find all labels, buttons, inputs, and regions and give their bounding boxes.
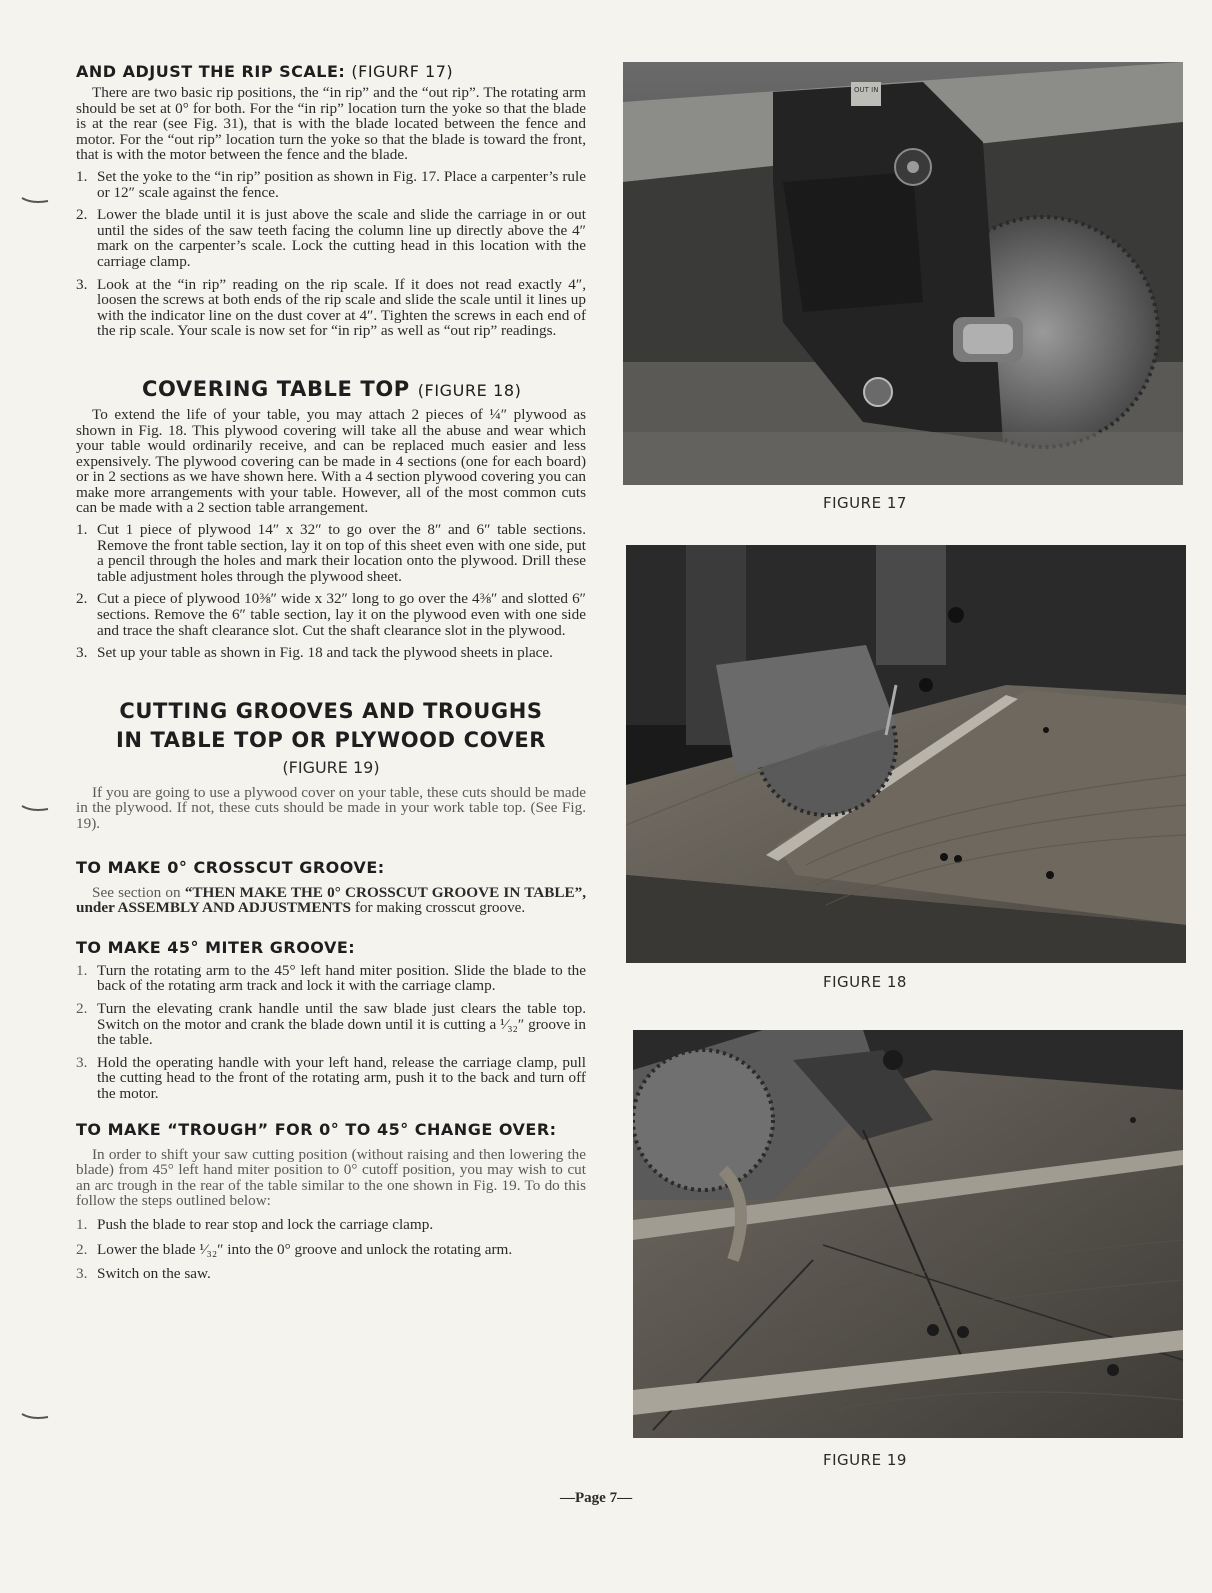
rip-scale-figure-ref: (FIGURF 17) bbox=[351, 62, 454, 81]
list-item: 3. Switch on the saw. bbox=[76, 1265, 211, 1283]
figure-17-caption: FIGURE 17 bbox=[823, 494, 907, 512]
crosscut-heading: TO MAKE 0° CROSSCUT GROOVE: bbox=[76, 857, 385, 877]
list-item: 1. Set the yoke to the “in rip” position as shown in Fig. 17. Place a carpenter’s rule or 12″ scale against the fence. bbox=[76, 167, 586, 201]
figure-18-caption: FIGURE 18 bbox=[823, 973, 907, 991]
rip-scale-section bbox=[76, 62, 586, 339]
miter-section bbox=[76, 938, 586, 1102]
trough-heading: TO MAKE “TROUGH” FOR 0° TO 45° CHANGE OVER: bbox=[76, 1119, 557, 1139]
plywood-table-photo bbox=[626, 545, 1186, 963]
grooves-intro: If you are going to use a plywood cover on your table, these cuts should be made in the plywood. If not, these cuts should be made in your work table top. (See Fig. 19). bbox=[76, 783, 586, 832]
list-item: 3. Hold the operating handle with your left hand, release the carriage clamp, pull the cutting head to the front of the rotating arm, push it to the back and turn off the motor. bbox=[76, 1053, 586, 1102]
trough-section bbox=[76, 1120, 586, 1282]
page-number: —Page 7— bbox=[560, 1490, 633, 1506]
groove-table-photo bbox=[633, 1030, 1183, 1438]
list-item: 2. Lower the blade until it is just above the scale and slide the carriage in or out until the sides of the saw teeth facing the column line up directly above the 4″ mark on the carpenter’s scale. Lock the cutting head in this location with the carriage clamp. bbox=[76, 206, 586, 270]
figure-19-caption: FIGURE 19 bbox=[823, 1451, 907, 1469]
list-item: 2. Turn the elevating crank handle until the saw blade just clears the table top. Switch on the motor and crank the blade down until it is cutting a ¹⁄₃₂″ groove in the table. bbox=[76, 999, 586, 1049]
grooves-section bbox=[76, 697, 586, 832]
text-column bbox=[76, 62, 586, 1289]
list-item: 2. Lower the blade ¹⁄₃₂″ into the 0° groove and unlock the rotating arm. bbox=[76, 1240, 513, 1258]
miter-heading: TO MAKE 45° MITER GROOVE: bbox=[76, 937, 356, 957]
list-item: 2. Cut a piece of plywood 10⅜″ wide x 32″ long to go over the 4⅜″ and slotted 6″ sections. Remove the 6″ table section, lay it on the plywood even with one side and trace the shaft clearance slot. Cut the shaft clearance slot in the plywood. bbox=[76, 590, 586, 639]
covering-section bbox=[76, 377, 586, 661]
radial-arm-saw-photo bbox=[623, 62, 1183, 485]
crosscut-text: See section on “THEN MAKE THE 0° CROSSCUT GROOVE IN TABLE”, under ASSEMBLY AND ADJUSTMENTS for making crosscut groove. bbox=[76, 883, 587, 917]
list-item: 1. Turn the rotating arm to the 45° left hand miter position. Slide the blade to the back of the rotating arm track and lock it with the carriage clamp. bbox=[76, 961, 586, 995]
list-item: 3. Set up your table as shown in Fig. 18 and tack the plywood sheets in place. bbox=[76, 644, 553, 662]
miter-steps bbox=[76, 963, 586, 1102]
grooves-heading: CUTTING GROOVES AND TROUGHS IN TABLE TOP OR PLYWOOD COVER bbox=[115, 698, 547, 752]
binding-mark bbox=[20, 1412, 50, 1420]
figure-17-photo bbox=[623, 62, 1183, 485]
binding-mark bbox=[20, 196, 50, 204]
covering-heading: COVERING TABLE TOP (FIGURE 18) bbox=[142, 376, 522, 401]
figure-18-photo bbox=[626, 545, 1186, 963]
trough-intro: In order to shift your saw cutting position (without raising and then lowering the blade) from 45° left hand miter position to 0° cutoff position, you may wish to cut an arc trough in the rear of the table similar to the one shown in Fig. 19. To do this follow the steps outlined below: bbox=[76, 1145, 586, 1210]
trough-steps bbox=[76, 1217, 586, 1282]
covering-intro: To extend the life of your table, you may attach 2 pieces of ¼″ plywood as shown in Fig. 18. This plywood covering will take all the abuse and wear which your table would ordinarily receive, and can be replaced much easier and less expensively. The plywood covering can be made in 4 sections (one for each board) or in 2 sections as we have shown here. With a 4 section plywood covering you can make more arrangements with your table. However, all of the most common cuts can be made with a 2 section table arrangement. bbox=[76, 405, 586, 517]
crosscut-section bbox=[76, 858, 586, 916]
figure-19-photo bbox=[633, 1030, 1183, 1438]
covering-figure-ref: (FIGURE 18) bbox=[417, 380, 522, 400]
rip-scale-heading: AND ADJUST THE RIP SCALE: (FIGURF 17) bbox=[76, 62, 454, 81]
grooves-figure-ref: (FIGURE 19) bbox=[282, 757, 380, 777]
covering-steps bbox=[76, 522, 586, 661]
list-item: 3. Look at the “in rip” reading on the rip scale. If it does not read exactly 4″, loosen the screws at both ends of the rip scale and slide the scale until it lines up with the indicator line on the dust cover at 4″. Tighten the screws in each end of the rip scale. Your scale is now set for “in rip” as well as “out rip” readings. bbox=[76, 275, 586, 340]
rip-scale-intro: There are two basic rip positions, the “in rip” and the “out rip”. The rotating arm should be set at 0° for both. For the “in rip” location turn the yoke so that the blade is at the rear (see Fig. 31), that is with the blade located between the fence and motor. For the “out rip” location turn the yoke so that the blade is toward the front, that is with the motor between the fence and the blade. bbox=[76, 84, 586, 164]
fig17-scale-label: OUT IN bbox=[854, 86, 879, 94]
rip-scale-steps bbox=[76, 169, 586, 339]
list-item: 1. Cut 1 piece of plywood 14″ x 32″ to go over the 8″ and 6″ table sections. Remove the front table section, lay it on top of this sheet even with one side, put a pencil through the holes and mark their location onto the plywood. Drill these table adjustment holes through the plywood sheet. bbox=[76, 521, 586, 585]
list-item: 1. Push the blade to rear stop and lock the carriage clamp. bbox=[76, 1215, 434, 1233]
binding-mark bbox=[20, 804, 50, 812]
